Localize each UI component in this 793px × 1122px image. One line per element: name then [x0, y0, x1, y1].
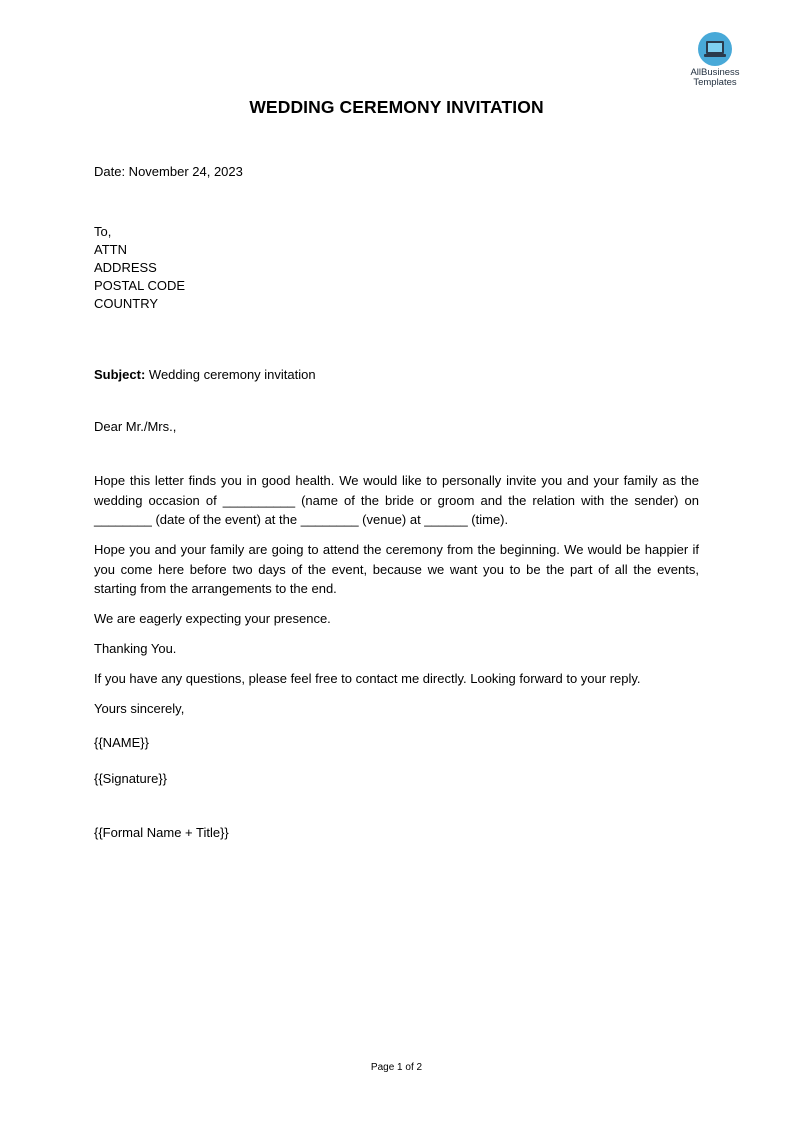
recipient-country: COUNTRY — [94, 296, 159, 311]
body-paragraph-expecting: We are eagerly expecting your presence. — [94, 611, 331, 626]
logo-text-line1: AllBusiness — [690, 67, 740, 78]
date-line: Date: November 24, 2023 — [94, 164, 243, 179]
laptop-icon — [698, 32, 732, 66]
body-paragraph-invite: Hope this letter finds you in good health. We would like to personally invite you and your family as the wedding occasion of __________ (name of the bride or groom and the relation with the sender) on ________ (date of the event) at the ________ (venue) at ______ (time). — [94, 473, 699, 527]
logo-text-line2: Templates — [693, 77, 737, 88]
body-paragraph-attend: Hope you and your family are going to attend the ceremony from the beginning. We would be happier if you come here before two days of the event, because we want you to be the part of all the events, starting from the arrangements to the end. — [94, 542, 699, 596]
sender-signature: {{Signature}} — [94, 771, 168, 786]
closing: Yours sincerely, — [94, 701, 185, 716]
salutation: Dear Mr./Mrs., — [94, 419, 177, 434]
body-paragraph-questions: If you have any questions, please feel free to contact me directly. Looking forward to your reply. — [94, 671, 641, 686]
recipient-attn: ATTN — [94, 242, 127, 257]
recipient-address: ADDRESS — [94, 260, 157, 275]
body-paragraph-thanks: Thanking You. — [94, 641, 177, 656]
brand-logo — [680, 32, 750, 88]
subject-text: Wedding ceremony invitation — [145, 367, 316, 382]
subject-label: Subject: — [94, 367, 146, 382]
sender-formal-name: {{Formal Name + Title}} — [94, 825, 229, 840]
document-title: WEDDING CEREMONY INVITATION — [249, 97, 544, 117]
recipient-to: To, — [94, 224, 112, 239]
subject-line — [94, 366, 316, 384]
sender-name: {{NAME}} — [94, 735, 149, 750]
page-number: Page 1 of 2 — [370, 1062, 423, 1073]
recipient-postal-code: POSTAL CODE — [94, 278, 186, 293]
